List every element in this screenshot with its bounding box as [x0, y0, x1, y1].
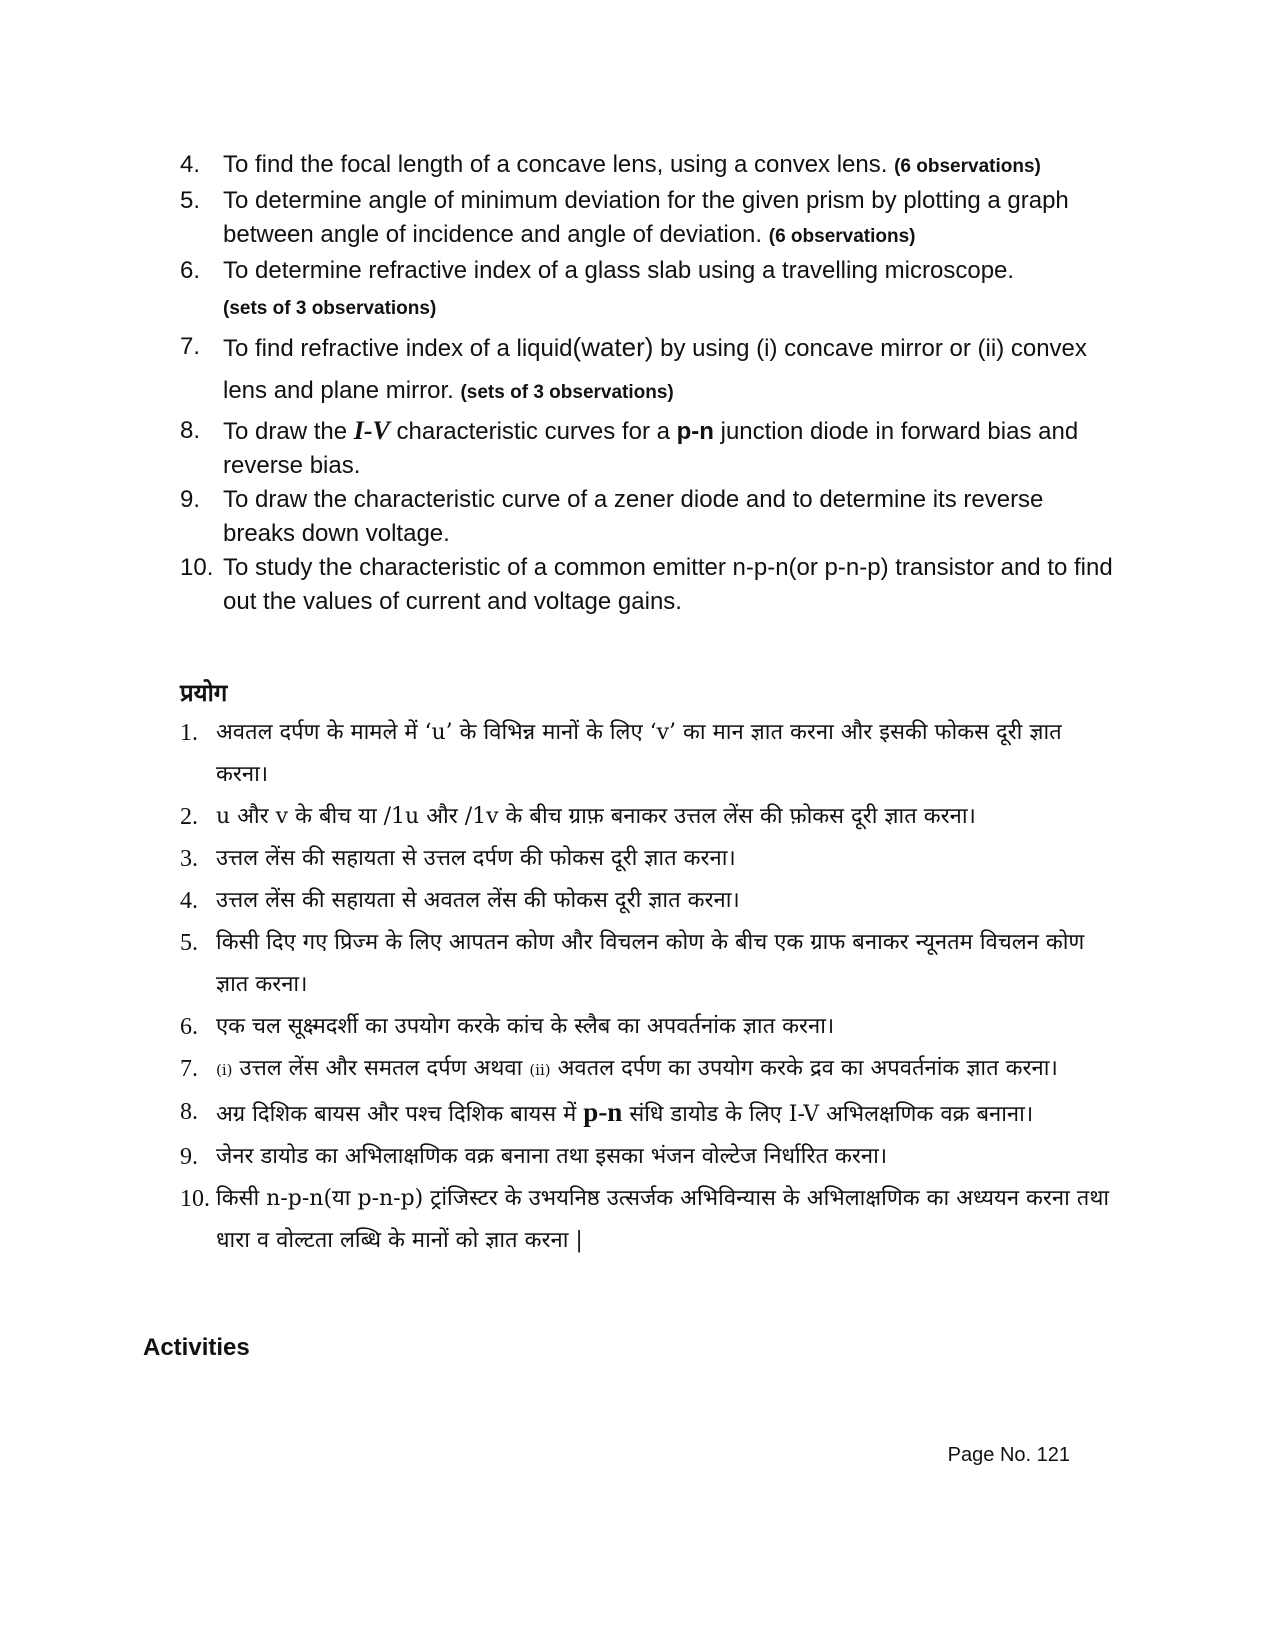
list-item [180, 326, 1120, 414]
item-number: 2. [180, 804, 198, 830]
item-number: 1. [180, 720, 198, 746]
list-item [180, 184, 1120, 254]
item-number: 4. [180, 151, 201, 178]
list-item [180, 551, 1120, 619]
item-number: 5. [180, 930, 198, 956]
item-text: उत्तल लेंस की सहायता से उत्तल दर्पण की फोकस दूरी ज्ञात करना। [216, 846, 736, 871]
item-number: 10. [180, 1186, 210, 1212]
item-text: उत्तल लेंस की सहायता से अवतल लेंस की फोकस दूरी ज्ञात करना। [216, 888, 740, 913]
list-item [180, 838, 1120, 880]
item-number: 10. [180, 554, 214, 581]
item-text: किसी दिए गए प्रिज्म के लिए आपतन कोण और विचलन कोण के बीच एक ग्राफ बनाकर न्यूनतम विचलन कोण ज्ञात करना। [216, 930, 1085, 997]
item-text: (i) उत्तल लेंस और समतल दर्पण अथवा (ii) अवतल दर्पण का उपयोग करके द्रव का अपवर्तनांक ज्ञात करना। [216, 1056, 1058, 1081]
list-item [180, 922, 1120, 1006]
list-item [180, 483, 1120, 551]
list-item [180, 254, 1120, 326]
hindi-experiment-list [180, 712, 1120, 1262]
list-item [180, 148, 1120, 184]
item-text: जेनर डायोड का अभिलाक्षणिक वक्र बनाना तथा इसका भंजन वोल्टेज निर्धारित करना। [216, 1144, 888, 1169]
page-number: Page No. 121 [947, 1444, 1070, 1466]
item-number: 7. [180, 333, 201, 360]
list-item [180, 1048, 1120, 1091]
item-number: 4. [180, 888, 198, 914]
item-text: To draw the characteristic curve of a zener diode and to determine its reverse breaks down voltage. [223, 486, 1044, 547]
item-text: To determine refractive index of a glass slab using a travelling microscope. (sets of 3 observations) [223, 254, 1120, 326]
list-item [180, 414, 1120, 483]
observation-note: (sets of 3 observations) [460, 382, 674, 403]
item-number: 7. [180, 1056, 198, 1082]
list-item [180, 1178, 1120, 1262]
item-number: 9. [180, 486, 201, 513]
item-number: 6. [180, 1014, 198, 1040]
item-text: अग्र दिशिक बायस और पश्च दिशिक बायस में p-n संधि डायोड के लिए I-V अभिलक्षणिक वक्र बनाना। [216, 1097, 1034, 1127]
item-number: 9. [180, 1144, 198, 1170]
observation-note: (6 observations) [768, 226, 916, 247]
item-number: 6. [180, 257, 201, 284]
item-text: To find refractive index of a liquid(water) by using (i) concave mirror or (ii) convex lens and plane mirror. (sets of 3 observations) [223, 332, 1087, 404]
item-text: किसी n-p-n(या p-n-p) ट्रांजिस्टर के उभयनिष्ठ उत्सर्जक अभिविन्यास के अभिलाक्षणिक का अध्ययन करना तथा धारा व वोल्टता लब्धि के मानों को ज्ञात करना | [216, 1186, 1110, 1253]
item-text: अवतल दर्पण के मामले में ‘u’ के विभिन्न मानों के लिए ‘v’ का मान ज्ञात करना और इसकी फोकस दूरी ज्ञात करना। [216, 720, 1062, 787]
observation-note: (6 observations) [894, 156, 1041, 177]
item-number: 3. [180, 846, 198, 872]
list-item [180, 880, 1120, 922]
hindi-section-heading: प्रयोग [180, 678, 228, 707]
item-number: 5. [180, 187, 201, 214]
item-number: 8. [180, 1099, 198, 1125]
item-text: To find the focal length of a concave lens, using a convex lens. (6 observations) [223, 151, 1041, 178]
item-text: u और v के बीच या /1u और /1v के बीच ग्राफ़ बनाकर उत्तल लेंस की फ़ोकस दूरी ज्ञात करना। [216, 804, 976, 829]
list-item [180, 796, 1120, 838]
item-text: To determine angle of minimum deviation for the given prism by plotting a graph between angle of incidence and angle of deviation. (6 observations) [223, 187, 1069, 248]
list-item [180, 1091, 1120, 1136]
item-text: To draw the I-V characteristic curves for a p-n junction diode in forward bias and reverse bias. [223, 416, 1079, 479]
list-item [180, 1006, 1120, 1048]
observation-note: (sets of 3 observations) [223, 298, 437, 319]
list-item [180, 712, 1120, 796]
item-text: एक चल सूक्ष्मदर्शी का उपयोग करके कांच के स्लैब का अपवर्तनांक ज्ञात करना। [216, 1014, 835, 1039]
activities-heading: Activities [143, 1334, 250, 1361]
english-experiment-list [180, 148, 1120, 619]
item-text: To study the characteristic of a common emitter n-p-n(or p-n-p) transistor and to find out the values of current and voltage gains. [223, 554, 1113, 615]
item-number: 8. [180, 417, 201, 444]
list-item [180, 1136, 1120, 1178]
